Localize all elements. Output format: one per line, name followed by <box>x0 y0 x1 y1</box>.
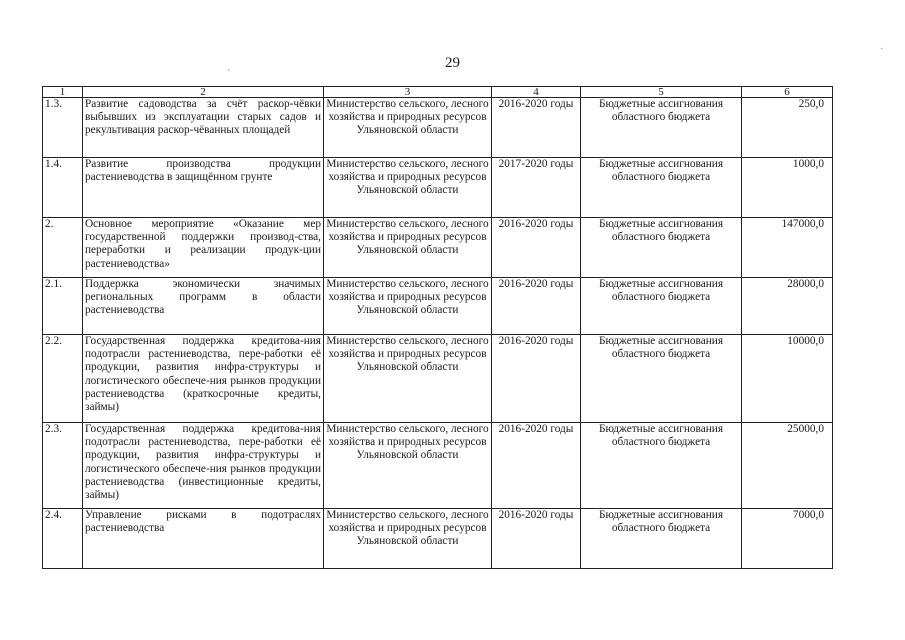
row-period: 2016-2020 годы <box>492 98 581 158</box>
row-amount: 147000,0 <box>742 218 833 278</box>
row-number: 2. <box>43 218 83 278</box>
table-row <box>43 423 833 509</box>
scan-speck: · <box>880 44 884 55</box>
table-row <box>43 218 833 278</box>
row-amount: 25000,0 <box>742 423 833 509</box>
row-period: 2016-2020 годы <box>492 278 581 335</box>
row-measure-name: Основное мероприятие «Оказание мер государственной поддержки производ-ства, переработки и реализации продук-ции растениеводства» <box>83 218 324 278</box>
row-executor: Министерство сельского, лесного хозяйства и природных ресурсов Ульяновской области <box>324 509 492 569</box>
row-number: 2.3. <box>43 423 83 509</box>
row-funding-source: Бюджетные ассигнования областного бюджета <box>581 158 742 218</box>
row-amount: 10000,0 <box>742 335 833 423</box>
row-period: 2016-2020 годы <box>492 509 581 569</box>
header-cell-5: 5 <box>581 87 742 98</box>
row-measure-name: Управление рисками в подотраслях растениеводства <box>83 509 324 569</box>
row-number: 2.2. <box>43 335 83 423</box>
row-funding-source: Бюджетные ассигнования областного бюджета <box>581 335 742 423</box>
row-executor: Министерство сельского, лесного хозяйства и природных ресурсов Ульяновской области <box>324 98 492 158</box>
row-measure-name: Поддержка экономически значимых региональных программ в области растениеводства <box>83 278 324 335</box>
table-row <box>43 335 833 423</box>
table-row <box>43 278 833 335</box>
row-executor: Министерство сельского, лесного хозяйства и природных ресурсов Ульяновской области <box>324 335 492 423</box>
row-funding-source: Бюджетные ассигнования областного бюджета <box>581 423 742 509</box>
row-measure-name: Государственная поддержка кредитова-ния подотрасли растениеводства, пере-работки её продукции, развития инфра-структуры и логистического обеспече-ния рынков продукции растениеводства (краткосрочные кредиты, займы) <box>83 335 324 423</box>
row-measure-name: Развитие садоводства за счёт раскор-чёвки выбывших из эксплуатации старых садов и рекультивация раскор-чёванных площадей <box>83 98 324 158</box>
row-executor: Министерство сельского, лесного хозяйства и природных ресурсов Ульяновской области <box>324 423 492 509</box>
measures-table <box>42 86 833 569</box>
row-amount: 28000,0 <box>742 278 833 335</box>
row-period: 2017-2020 годы <box>492 158 581 218</box>
header-cell-1: 1 <box>43 87 83 98</box>
row-amount: 250,0 <box>742 98 833 158</box>
scan-speck: ' <box>228 68 230 79</box>
row-executor: Министерство сельского, лесного хозяйства и природных ресурсов Ульяновской области <box>324 278 492 335</box>
page-number: 29 <box>445 55 460 71</box>
row-funding-source: Бюджетные ассигнования областного бюджета <box>581 98 742 158</box>
table-header-row <box>43 87 833 98</box>
header-cell-2: 2 <box>83 87 324 98</box>
row-funding-source: Бюджетные ассигнования областного бюджета <box>581 218 742 278</box>
row-number: 2.1. <box>43 278 83 335</box>
row-amount: 7000,0 <box>742 509 833 569</box>
row-executor: Министерство сельского, лесного хозяйства и природных ресурсов Ульяновской области <box>324 158 492 218</box>
table-row <box>43 509 833 569</box>
header-cell-4: 4 <box>492 87 581 98</box>
table-row <box>43 158 833 218</box>
header-cell-6: 6 <box>742 87 833 98</box>
row-period: 2016-2020 годы <box>492 335 581 423</box>
row-funding-source: Бюджетные ассигнования областного бюджета <box>581 509 742 569</box>
header-cell-3: 3 <box>324 87 492 98</box>
row-measure-name: Государственная поддержка кредитова-ния подотрасли растениеводства, пере-работки её продукции, развития инфра-структуры и логистического обеспече-ния рынков продукции растениеводства (инвестиционные кредиты, займы) <box>83 423 324 509</box>
row-number: 1.3. <box>43 98 83 158</box>
row-funding-source: Бюджетные ассигнования областного бюджета <box>581 278 742 335</box>
row-number: 1.4. <box>43 158 83 218</box>
row-executor: Министерство сельского, лесного хозяйства и природных ресурсов Ульяновской области <box>324 218 492 278</box>
row-number: 2.4. <box>43 509 83 569</box>
table-row <box>43 98 833 158</box>
row-amount: 1000,0 <box>742 158 833 218</box>
row-period: 2016-2020 годы <box>492 423 581 509</box>
row-period: 2016-2020 годы <box>492 218 581 278</box>
row-measure-name: Развитие производства продукции растениеводства в защищённом грунте <box>83 158 324 218</box>
